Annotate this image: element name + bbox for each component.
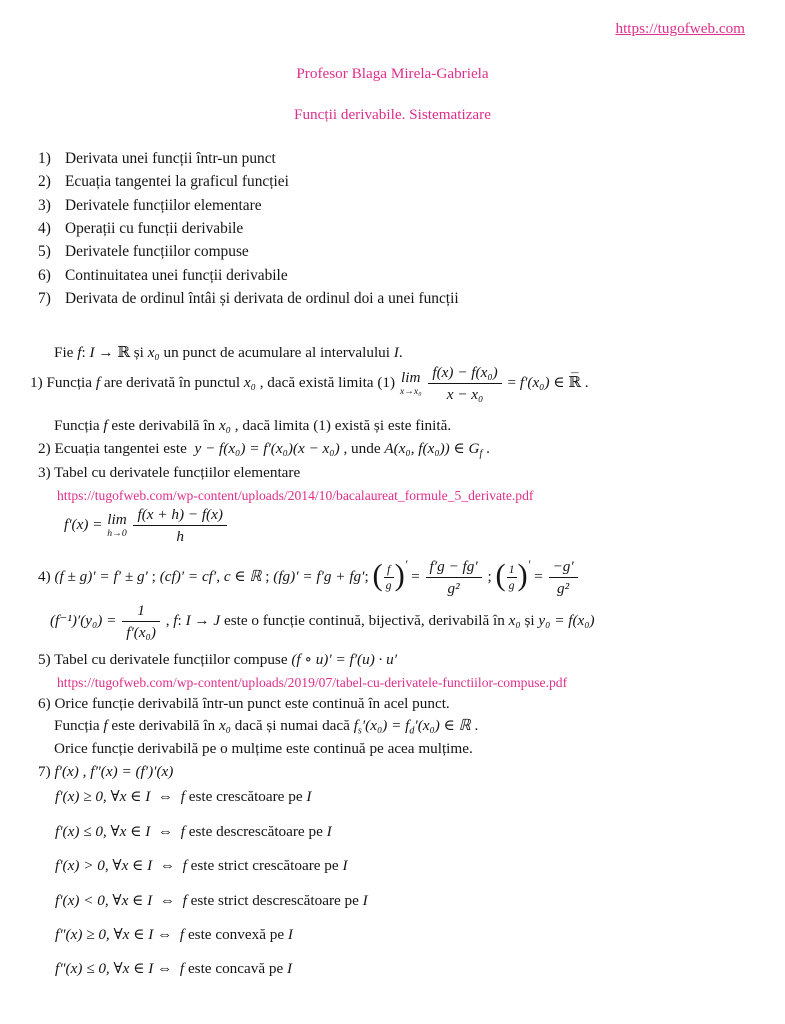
second-derivative-line: 7) f′(x) , f″(x) = (f′)′(x) — [38, 763, 174, 780]
strict-increasing-rule-line: f′(x) > 0, ∀x ∈ I ⇔ f este strict crescătoare pe I — [55, 857, 348, 874]
toc-item-label: Derivatele funcțiilor compuse — [65, 243, 249, 261]
tangent-equation-line: 2) Ecuația tangentei este y − f(x₀) = f′(x₀)(x − x₀) , unde A(x₀, f(x₀)) ∈ $G_f$ . — [38, 440, 490, 460]
page-title: Funcții derivabile. Sistematizare — [294, 106, 491, 123]
author-heading: Profesor Blaga Mirela-Gabriela — [296, 65, 489, 82]
derivative-definition-line: 1) Funcția f are derivată în punctul x₀ , dacă există limita (1) lim x→x₀ $\frac{\text{f(x) − f(x₀)}}{\text{x − x₀}}$ = f′(x₀) ∈ ℝ̅ . — [30, 364, 589, 404]
toc-item-number: 2) — [38, 173, 51, 191]
toc-item-3 — [38, 194, 459, 217]
composite-table-link[interactable]: https://tugofweb.com/wp-content/uploads/2019/07/tabel-cu-derivatele-functiilor-compuse.pdf — [57, 675, 568, 690]
concave-rule-line: f″(x) ≤ 0, ∀x ∈ I ⇔ f este concavă pe I — [55, 960, 293, 977]
toc-item-label: Operații cu funcții derivabile — [65, 220, 244, 238]
toc-item-2 — [38, 170, 459, 193]
decreasing-rule-line: f′(x) ≤ 0, ∀x ∈ I ⇔ f este descrescătoare pe I — [55, 823, 332, 840]
derivatives-table-link[interactable]: https://tugofweb.com/wp-content/uploads/2014/10/bacalaureat_formule_5_derivate.pdf — [57, 488, 534, 503]
toc-item-4 — [38, 217, 459, 240]
operations-rules-line: 4) (f ± g)′ = f′ ± g′ ; (cf)′ = cf′, c ∈ ℝ ; (fg)′ = f′g + fg′; ( $\frac{f}{g}$ )′ = $\frac{f'g - fg'}{\text{g²}}$ ; ( $\frac{1}{g}$ )′ = $\frac{-g'}{\text{g²}}$ — [38, 556, 580, 597]
fprime-limit-formula: f′(x) = lim h→0 $\frac{f(x + h) - f(x)}{h}$ — [64, 506, 229, 545]
continuity-statement-line: 6) Orice funcție derivabilă într-un punct este continuă în acel punct. — [38, 695, 450, 712]
toc-item-number: 4) — [38, 220, 51, 238]
increasing-rule-line: f′(x) ≥ 0, ∀x ∈ I ⇔ f este crescătoare pe I — [55, 788, 312, 805]
toc-item-7 — [38, 287, 459, 310]
toc-item-number: 5) — [38, 243, 51, 261]
toc-item-number: 7) — [38, 290, 51, 308]
toc-item-label: Derivatele funcțiilor elementare — [65, 196, 262, 214]
strict-decreasing-rule-line: f′(x) < 0, ∀x ∈ I ⇔ f este strict descrescătoare pe I — [55, 892, 368, 909]
toc-item-1 — [38, 147, 459, 170]
elementary-table-line: 3) Tabel cu derivatele funcțiilor elementare — [38, 464, 301, 481]
toc-item-number: 1) — [38, 150, 51, 167]
continuity-set-line: Orice funcție derivabilă pe o mulțime este continuă pe acea mulțime. — [54, 740, 473, 757]
site-link[interactable]: https://tugofweb.com — [615, 20, 745, 37]
toc-item-label: Continuitatea unei funcții derivabile — [65, 266, 288, 284]
convex-rule-line: f″(x) ≥ 0, ∀x ∈ I ⇔ f este convexă pe I — [55, 926, 293, 943]
toc-item-5 — [38, 240, 459, 263]
toc-item-label: Derivata unei funcții într-un punct — [65, 150, 276, 167]
toc-item-6 — [38, 264, 459, 287]
inverse-function-line: (f⁻¹)′(y₀) = $\frac{1}{\text{f′(x₀)}}$ , f: I → J este o funcție continuă, bijectivă, derivabilă în x₀ și y₀ = f(x₀) — [50, 602, 595, 642]
derivability-note-line: Funcția f este derivabilă în x₀ , dacă limita (1) există și este finită. — [54, 417, 452, 434]
table-of-contents — [38, 147, 459, 310]
toc-item-number: 6) — [38, 266, 51, 284]
composite-table-line: 5) Tabel cu derivatele funcțiilor compuse (f ∘ u)′ = f′(u) · u′ — [38, 651, 398, 668]
toc-item-number: 3) — [38, 196, 51, 214]
lateral-derivatives-line: Funcția f este derivabilă în x₀ dacă și numai dacă $f_s'(x_0) = f_d'(x_0)$ ∈ ℝ . — [54, 717, 479, 737]
intro-statement: Fie f: I → ℝ și x₀ un punct de acumulare al intervalului I. — [54, 344, 403, 361]
toc-item-label: Ecuația tangentei la graficul funcției — [65, 173, 289, 191]
toc-item-label: Derivata de ordinul întâi și derivata de ordinul doi a unei funcții — [65, 290, 459, 308]
